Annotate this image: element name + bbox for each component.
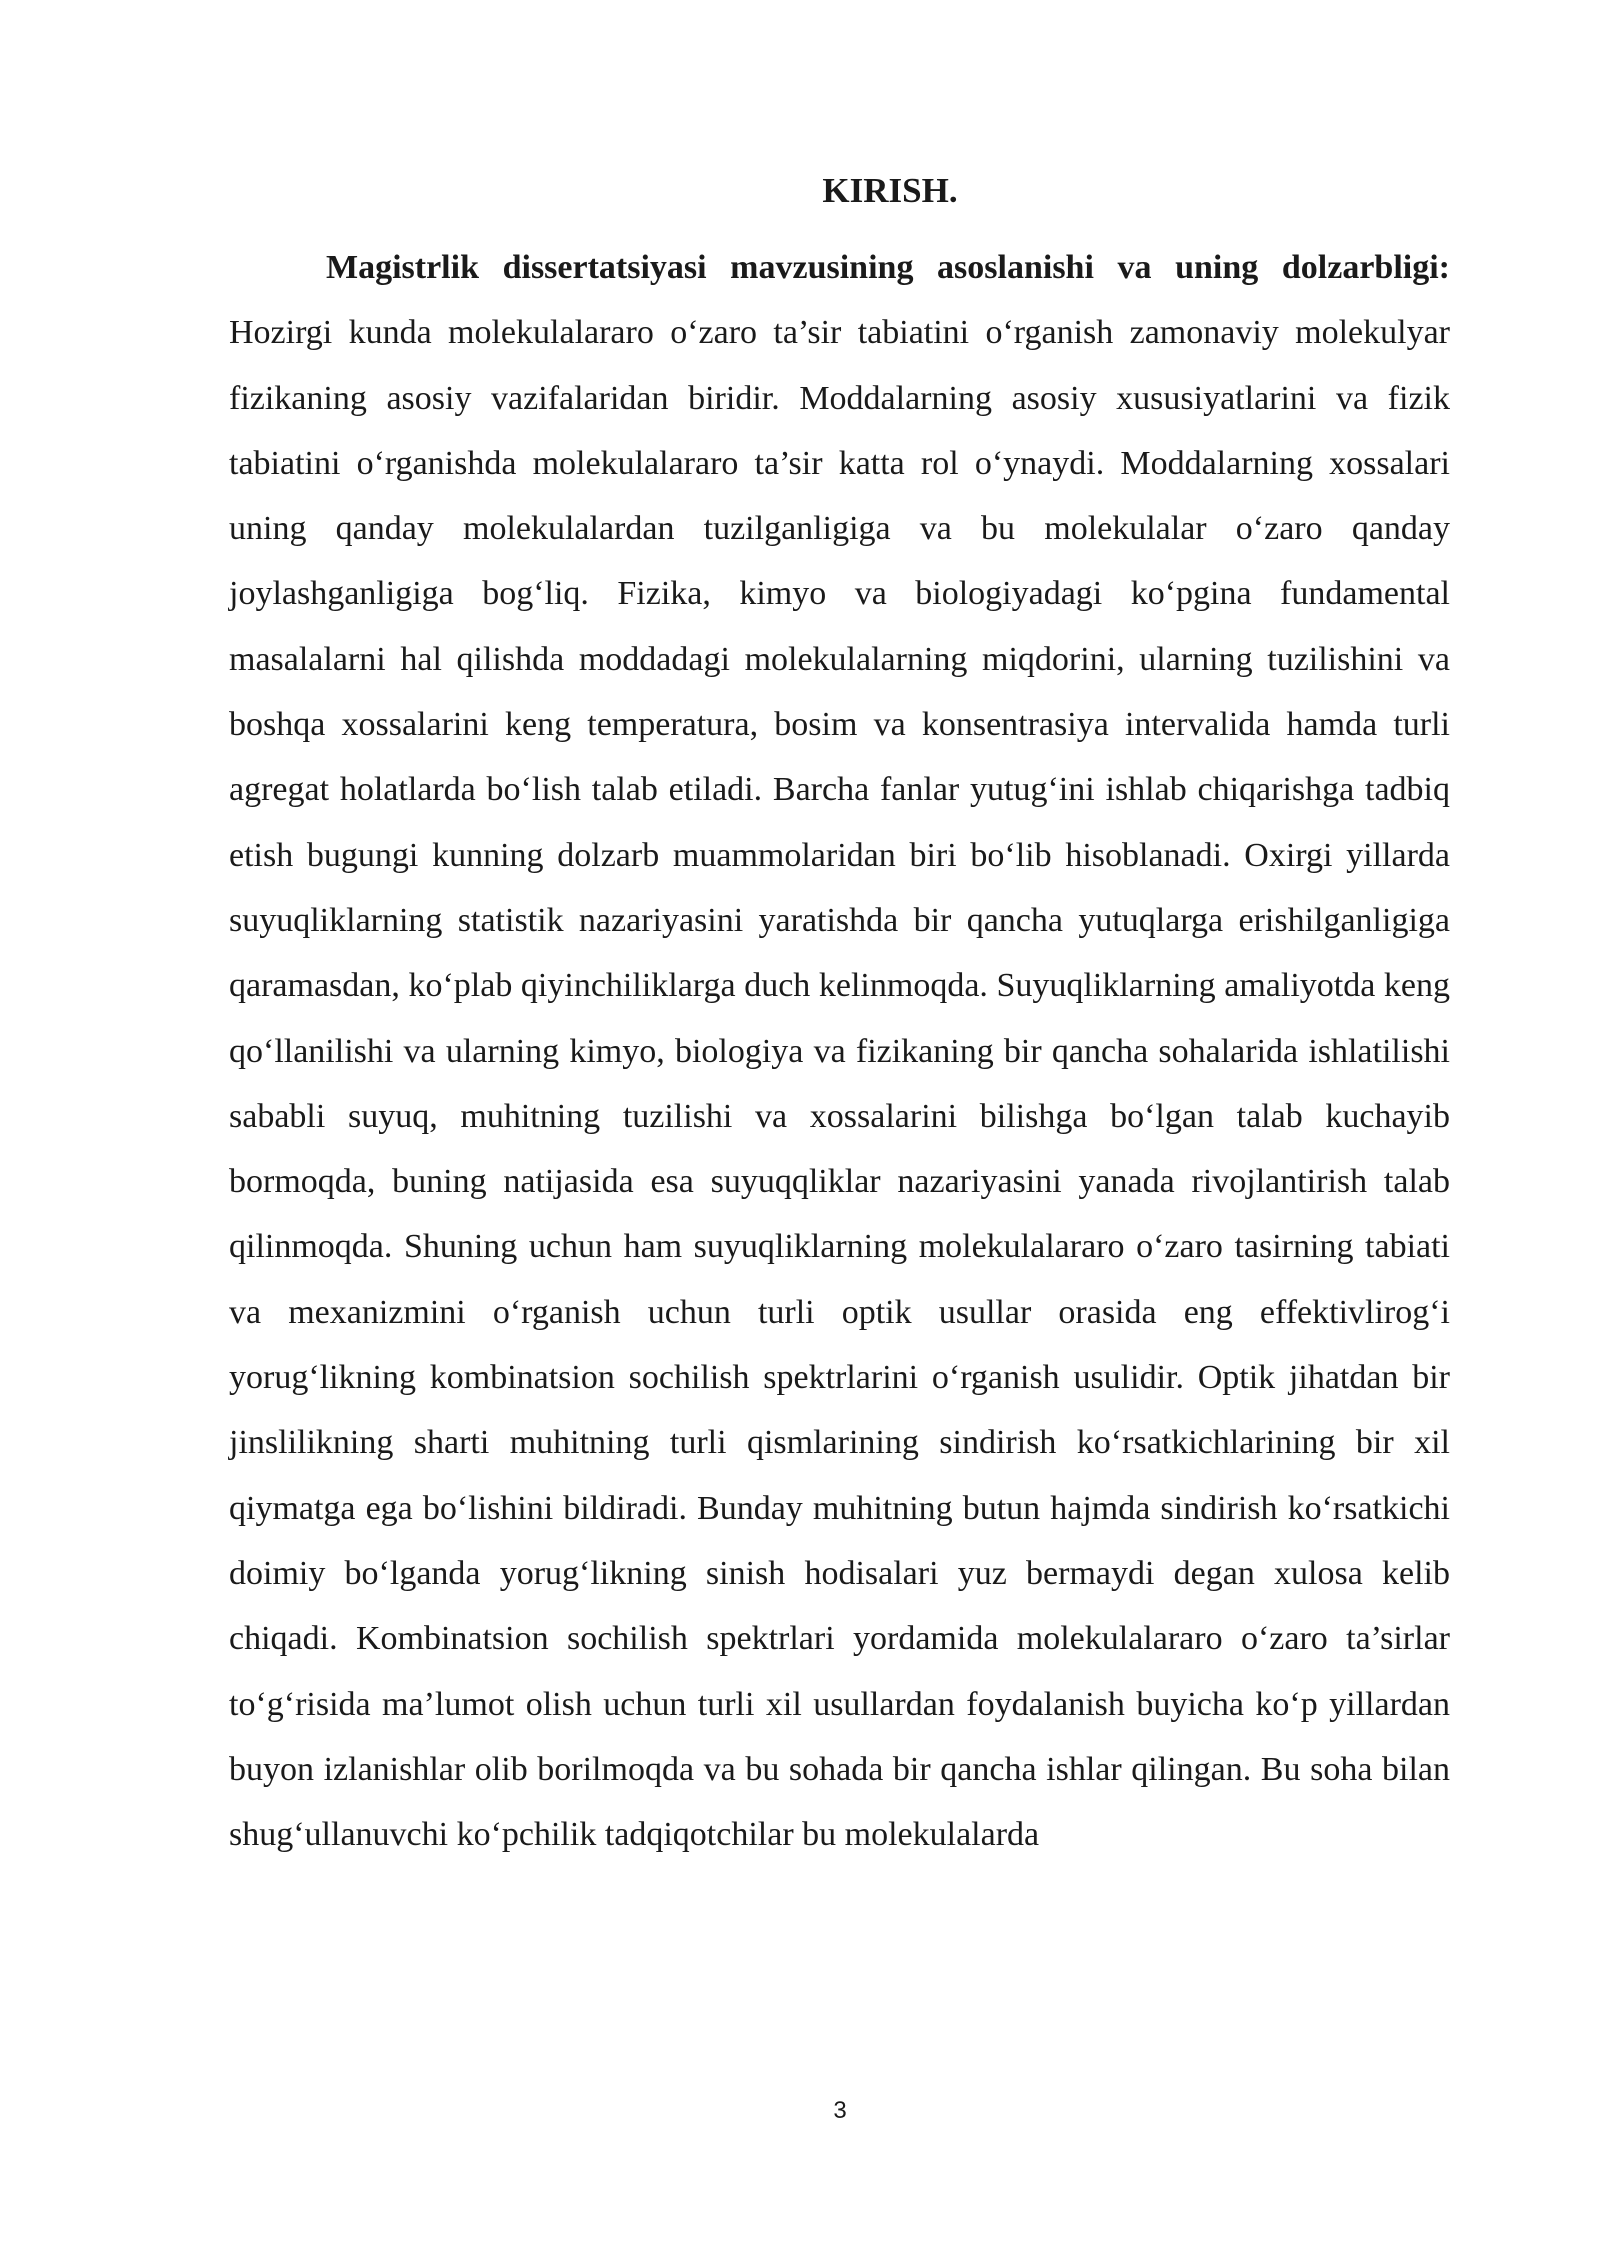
body-paragraph	[229, 235, 1450, 1867]
section-heading: KIRISH.	[822, 171, 958, 210]
page-number: 3	[833, 2097, 847, 2124]
lead-phrase: Magistrlik dissertatsiyasi mavzusining asoslanishi va uning dolzarbligi:	[326, 249, 1450, 286]
paragraph-text: Hozirgi kunda molekulalararo o‘zaro ta’sir tabiatini o‘rganish zamonaviy molekulyar fizikaning asosiy vazifalaridan biridir. Moddalarning asosiy xususiyatlarini va fizik tabiatini o‘rganishda molekulalararo ta’sir katta rol o‘ynaydi. Moddalarning xossalari uning qanday molekulalardan tuzilganligiga va bu molekulalar o‘zaro qanday joylashganligiga bog‘liq. Fizika, kimyo va biologiyadagi ko‘pgina fundamental masalalarni hal qilishda moddadagi molekulalarning miqdorini, ularning tuzilishini va boshqa xossalarini keng temperatura, bosim va konsentrasiya intervalida hamda turli agregat holatlarda bo‘lish talab etiladi. Barcha fanlar yutug‘ini ishlab chiqarishga tadbiq etish bugungi kunning dolzarb muammolaridan biri bo‘lib hisoblanadi. Oxirgi yillarda suyuqliklarning statistik nazariyasini yaratishda bir qancha yutuqlarga erishilganligiga qaramasdan, ko‘plab qiyinchiliklarga duch kelinmoqda. Suyuqliklarning amaliyotda keng qo‘llanilishi va ularning kimyo, biologiya va fizikaning bir qancha sohalarida ishlatilishi sababli suyuq, muhitning tuzilishi va xossalarini bilishga bo‘lgan talab kuchayib bormoqda, buning natijasida esa suyuqqliklar nazariyasini yanada rivojlantirish talab qilinmoqda. Shuning uchun ham suyuqliklarning molekulalararo o‘zaro tasirning tabiati va mexanizmini o‘rganish uchun turli optik usullar orasida eng effektivlirog‘i yorug‘likning kombinatsion sochilish spektrlarini o‘rganish usulidir. Optik jihatdan bir jinslilikning sharti muhitning turli qismlarining sindirish ko‘rsatkichlarining bir xil qiymatga ega bo‘lishini bildiradi. Bunday muhitning butun hajmda sindirish ko‘rsatkichi doimiy bo‘lganda yorug‘likning sinish hodisalari yuz bermaydi degan xulosa kelib chiqadi. Kombinatsion sochilish spektrlari yordamida molekulalararo o‘zaro ta’sirlar to‘g‘risida ma’lumot olish uchun turli xil usullardan foydalanish buyicha ko‘p yillardan buyon izlanishlar olib borilmoqda va bu sohada bir qancha ishlar qilingan. Bu soha bilan shug‘ullanuvchi ko‘pchilik tadqiqotchilar bu molekulalarda	[229, 314, 1450, 1854]
